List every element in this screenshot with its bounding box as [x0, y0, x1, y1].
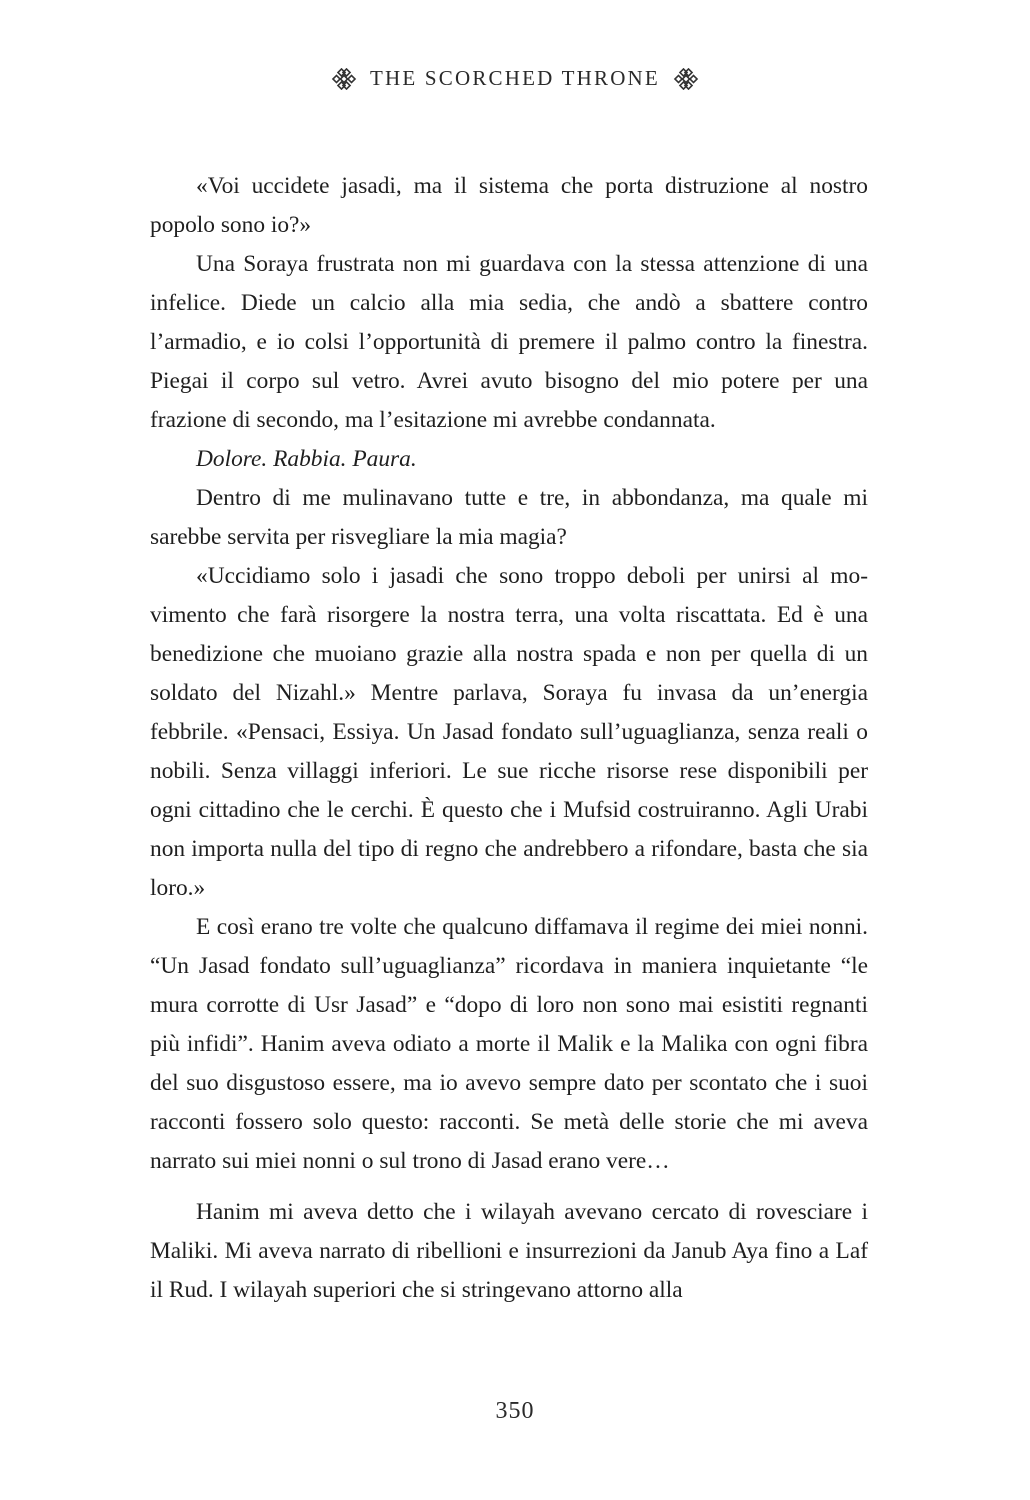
- paragraph: Hanim mi aveva detto che i wilayah avevano cercato di rovesciare i Maliki. Mi aveva narrato di ribellioni e insurrezioni da Janub Aya fino a Laf il Rud. I wilayah superiori che si stringevano attorno alla: [150, 1199, 868, 1303]
- paragraph-italic-thought: Dolore. Rabbia. Paura.: [196, 446, 417, 472]
- paragraph: Una Soraya frustrata non mi guardava con la stessa attenzione di una infelice. Diede un calcio alla mia sedia, che andò a sbattere contro l’armadio, e io colsi l’opportunità di premere il palmo contro la finestra. Piegai il corpo sul vetro. Avrei avuto bisogno del mio potere per una frazione di secondo, ma l’esitazione mi avrebbe condannata.: [150, 251, 868, 433]
- running-head: [0, 66, 1030, 91]
- endless-knot-icon: [330, 68, 358, 90]
- endless-knot-icon: [672, 68, 700, 90]
- paragraph: «Voi uccidete jasadi, ma il sistema che porta distruzione al nostro popolo sono io?»: [150, 173, 868, 238]
- book-title: THE SCORCHED THRONE: [370, 66, 660, 90]
- page-number: 350: [495, 1398, 535, 1424]
- paragraph: «Uccidiamo solo i jasadi che sono troppo deboli per unirsi al movimento che farà risorgere la nostra terra, una volta riscattata. Ed è una benedizione che muoiano grazie alla nostra spada e non per quella di un soldato del Nizahl.» Mentre parlava, Soraya fu invasa da un’energia febbrile. «Pensaci, Essiya. Un Jasad fondato sull’uguaglianza, senza reali o nobili. Senza villaggi inferiori. Le sue ricche risorse rese disponibili per ogni cittadino che le cerchi. È questo che i Mufsid costruiranno. Agli Urabi non importa nulla del tipo di regno che andrebbero a rifondare, basta che sia loro.»: [150, 563, 868, 901]
- paragraph: Dentro di me mulinavano tutte e tre, in abbondanza, ma quale mi sarebbe servita per risvegliare la mia magia?: [150, 485, 868, 550]
- body-text: [150, 167, 868, 1310]
- paragraph: E così erano tre volte che qualcuno diffamava il regime dei miei nonni. “Un Jasad fondato sull’uguaglianza” ricordava in maniera inquietante “le mura corrotte di Usr Jasad” e “dopo di loro non sono mai esistiti regnanti più infidi”. Hanim aveva odiato a morte il Malik e la Malika con ogni fibra del suo disgustoso essere, ma io avevo sempre dato per scontato che i suoi racconti fossero solo questo: racconti. Se metà delle storie che mi aveva narrato sui miei nonni o sul trono di Jasad erano vere…: [150, 914, 868, 1174]
